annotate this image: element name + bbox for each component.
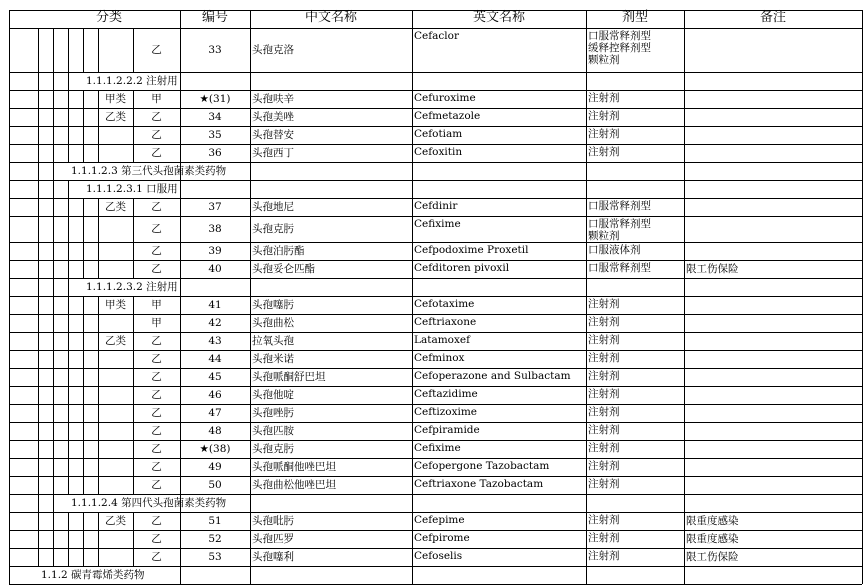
column-divider bbox=[68, 28, 69, 72]
chinese-name: 头孢米诺 bbox=[252, 353, 294, 365]
dosage-form: 注射剂 bbox=[588, 532, 620, 544]
chinese-name: 拉氧头孢 bbox=[252, 335, 294, 347]
grade-label: 乙 bbox=[151, 111, 162, 123]
drug-code: 51 bbox=[208, 515, 222, 527]
column-divider bbox=[68, 260, 69, 278]
english-name: Cefuroxime bbox=[414, 92, 476, 104]
english-name: Cefopergone Tazobactam bbox=[414, 460, 550, 472]
column-divider bbox=[250, 10, 251, 584]
drug-code: ★(31) bbox=[199, 93, 231, 105]
grade-label: 甲 bbox=[151, 299, 162, 311]
english-name: Cefmetazole bbox=[414, 110, 481, 122]
column-divider bbox=[83, 530, 84, 548]
chinese-name: 头孢吡肟 bbox=[252, 515, 294, 527]
chinese-name: 头孢匹胺 bbox=[252, 425, 294, 437]
column-divider bbox=[83, 242, 84, 260]
english-name: Cefpirome bbox=[414, 532, 470, 544]
chinese-name: 头孢克肟 bbox=[252, 223, 294, 235]
grade-label: 乙 bbox=[151, 551, 162, 563]
row-divider bbox=[9, 386, 862, 387]
section-heading: 1.1.2 碳青霉烯类药物 bbox=[41, 569, 145, 581]
column-divider bbox=[83, 476, 84, 494]
row-divider bbox=[9, 476, 862, 477]
dosage-form: 颗粒剂 bbox=[588, 230, 620, 242]
drug-code: 33 bbox=[208, 44, 222, 56]
column-divider bbox=[53, 278, 54, 296]
dosage-form: 口服常释剂型 bbox=[588, 218, 651, 230]
column-divider bbox=[38, 476, 39, 494]
column-divider bbox=[98, 476, 99, 494]
column-divider bbox=[38, 386, 39, 404]
column-divider bbox=[38, 422, 39, 440]
chinese-name: 头孢替安 bbox=[252, 129, 294, 141]
drug-code: 41 bbox=[208, 299, 222, 311]
row-divider bbox=[9, 242, 862, 243]
column-divider bbox=[38, 296, 39, 314]
drug-code: 38 bbox=[208, 223, 222, 235]
grade-label: 甲 bbox=[151, 93, 162, 105]
row-divider bbox=[9, 530, 862, 531]
column-divider bbox=[38, 90, 39, 108]
column-divider bbox=[68, 422, 69, 440]
row-divider bbox=[9, 296, 862, 297]
column-divider bbox=[98, 458, 99, 476]
column-divider bbox=[68, 198, 69, 216]
column-divider bbox=[83, 440, 84, 458]
chinese-name: 头孢西丁 bbox=[252, 147, 294, 159]
row-divider bbox=[9, 72, 862, 73]
column-divider bbox=[83, 216, 84, 242]
column-divider bbox=[38, 144, 39, 162]
column-divider bbox=[98, 126, 99, 144]
drug-code: 40 bbox=[208, 263, 222, 275]
english-name: Cefoselis bbox=[414, 550, 463, 562]
column-divider bbox=[53, 332, 54, 350]
column-divider bbox=[38, 198, 39, 216]
chinese-name: 头孢噻肟 bbox=[252, 299, 294, 311]
column-divider bbox=[38, 278, 39, 296]
column-divider bbox=[83, 90, 84, 108]
column-divider bbox=[83, 108, 84, 126]
column-divider bbox=[412, 10, 413, 584]
column-divider bbox=[68, 108, 69, 126]
column-divider bbox=[68, 440, 69, 458]
column-divider bbox=[68, 476, 69, 494]
english-name: Latamoxef bbox=[414, 334, 471, 346]
dosage-form: 口服常释剂型 bbox=[588, 262, 651, 274]
column-divider bbox=[83, 126, 84, 144]
dosage-form: 注射剂 bbox=[588, 442, 620, 454]
category-class: 乙类 bbox=[105, 335, 126, 347]
drug-code: ★(38) bbox=[199, 443, 231, 455]
column-divider bbox=[98, 386, 99, 404]
row-divider bbox=[9, 108, 862, 109]
category-class: 乙类 bbox=[105, 201, 126, 213]
column-divider bbox=[83, 350, 84, 368]
dosage-form: 注射剂 bbox=[588, 334, 620, 346]
header-code: 编号 bbox=[201, 10, 228, 25]
column-divider bbox=[68, 458, 69, 476]
dosage-form: 注射剂 bbox=[588, 92, 620, 104]
column-divider bbox=[68, 296, 69, 314]
column-divider bbox=[53, 260, 54, 278]
column-divider bbox=[38, 368, 39, 386]
dosage-form: 口服液体剂 bbox=[588, 244, 641, 256]
drug-code: 39 bbox=[208, 245, 222, 257]
column-divider bbox=[38, 314, 39, 332]
grade-label: 乙 bbox=[151, 479, 162, 491]
grade-label: 乙 bbox=[151, 425, 162, 437]
row-divider bbox=[9, 162, 862, 163]
column-divider bbox=[83, 332, 84, 350]
drug-code: 48 bbox=[208, 425, 222, 437]
column-divider bbox=[38, 332, 39, 350]
english-name: Cefdinir bbox=[414, 200, 458, 212]
column-divider bbox=[68, 368, 69, 386]
english-name: Ceftriaxone Tazobactam bbox=[414, 478, 544, 490]
dosage-form: 注射剂 bbox=[588, 110, 620, 122]
column-divider bbox=[68, 126, 69, 144]
column-divider bbox=[38, 458, 39, 476]
english-name: Cefoxitin bbox=[414, 146, 463, 158]
column-divider bbox=[38, 350, 39, 368]
dosage-form: 注射剂 bbox=[588, 298, 620, 310]
row-divider bbox=[9, 332, 862, 333]
header-dosage-form: 剂型 bbox=[621, 10, 648, 25]
grade-label: 乙 bbox=[151, 44, 162, 56]
row-divider bbox=[9, 198, 862, 199]
column-divider bbox=[98, 422, 99, 440]
row-divider bbox=[9, 440, 862, 441]
column-divider bbox=[53, 126, 54, 144]
column-divider bbox=[38, 216, 39, 242]
column-divider bbox=[83, 28, 84, 72]
section-heading: 1.1.1.2.3.1 口服用 bbox=[86, 183, 178, 195]
dosage-form: 注射剂 bbox=[588, 514, 620, 526]
drug-code: 50 bbox=[208, 479, 222, 491]
column-divider bbox=[53, 548, 54, 566]
column-divider bbox=[68, 72, 69, 90]
dosage-form: 注射剂 bbox=[588, 460, 620, 472]
row-divider bbox=[9, 180, 862, 181]
chinese-name: 头孢呋辛 bbox=[252, 93, 294, 105]
dosage-form: 注射剂 bbox=[588, 146, 620, 158]
chinese-name: 头孢克肟 bbox=[252, 443, 294, 455]
english-name: Cefepime bbox=[414, 514, 465, 526]
column-divider bbox=[83, 314, 84, 332]
chinese-name: 头孢匹罗 bbox=[252, 533, 294, 545]
grade-label: 乙 bbox=[151, 461, 162, 473]
column-divider bbox=[83, 458, 84, 476]
column-divider bbox=[83, 512, 84, 530]
section-heading: 1.1.1.2.4 第四代头孢菌素类药物 bbox=[71, 497, 227, 509]
column-divider bbox=[68, 530, 69, 548]
column-divider bbox=[98, 368, 99, 386]
column-divider bbox=[98, 28, 99, 72]
column-divider bbox=[38, 494, 39, 512]
column-divider bbox=[38, 242, 39, 260]
drug-code: 53 bbox=[208, 551, 222, 563]
column-divider bbox=[53, 90, 54, 108]
chinese-name: 头孢他啶 bbox=[252, 389, 294, 401]
dosage-form: 注射剂 bbox=[588, 478, 620, 490]
column-divider bbox=[53, 476, 54, 494]
chinese-name: 头孢曲松 bbox=[252, 317, 294, 329]
english-name: Cefpiramide bbox=[414, 424, 480, 436]
column-divider bbox=[38, 404, 39, 422]
column-divider bbox=[98, 314, 99, 332]
column-divider bbox=[38, 512, 39, 530]
grade-label: 乙 bbox=[151, 147, 162, 159]
chinese-name: 头孢曲松他唑巴坦 bbox=[252, 479, 336, 491]
column-divider bbox=[68, 404, 69, 422]
column-divider bbox=[53, 404, 54, 422]
column-divider bbox=[98, 260, 99, 278]
grade-label: 乙 bbox=[151, 245, 162, 257]
english-name: Ceftizoxime bbox=[414, 406, 478, 418]
column-divider bbox=[586, 10, 587, 584]
drug-code: 49 bbox=[208, 461, 222, 473]
dosage-form: 缓释控释剂型 bbox=[588, 42, 651, 54]
chinese-name: 头孢克洛 bbox=[252, 44, 294, 56]
column-divider bbox=[38, 180, 39, 198]
header-english-name: 英文名称 bbox=[472, 10, 525, 25]
grade-label: 乙 bbox=[151, 201, 162, 213]
row-divider bbox=[9, 494, 862, 495]
chinese-name: 头孢唑肟 bbox=[252, 407, 294, 419]
column-divider bbox=[68, 548, 69, 566]
row-divider bbox=[9, 28, 862, 29]
english-name: Cefaclor bbox=[414, 30, 459, 42]
column-divider bbox=[98, 548, 99, 566]
remark-note: 限重度感染 bbox=[686, 515, 739, 527]
drug-code: 43 bbox=[208, 335, 222, 347]
column-divider bbox=[83, 198, 84, 216]
grade-label: 乙 bbox=[151, 371, 162, 383]
grade-label: 乙 bbox=[151, 263, 162, 275]
english-name: Cefpodoxime Proxetil bbox=[414, 244, 529, 256]
dosage-form: 注射剂 bbox=[588, 128, 620, 140]
drug-code: 46 bbox=[208, 389, 222, 401]
chinese-name: 头孢美唑 bbox=[252, 111, 294, 123]
column-divider bbox=[53, 296, 54, 314]
column-divider bbox=[68, 314, 69, 332]
column-divider bbox=[53, 162, 54, 180]
drug-code: 35 bbox=[208, 129, 222, 141]
header-category: 分类 bbox=[95, 10, 122, 25]
column-divider bbox=[98, 242, 99, 260]
remark-note: 限工伤保险 bbox=[686, 551, 739, 563]
column-divider bbox=[38, 108, 39, 126]
chinese-name: 头孢噻利 bbox=[252, 551, 294, 563]
grade-label: 乙 bbox=[151, 533, 162, 545]
english-name: Ceftriaxone bbox=[414, 316, 477, 328]
drug-code: 37 bbox=[208, 201, 222, 213]
chinese-name: 头孢哌酮他唑巴坦 bbox=[252, 461, 336, 473]
grade-label: 乙 bbox=[151, 407, 162, 419]
drug-code: 52 bbox=[208, 533, 222, 545]
column-divider bbox=[38, 530, 39, 548]
drug-code: 45 bbox=[208, 371, 222, 383]
chinese-name: 头孢地尼 bbox=[252, 201, 294, 213]
column-divider bbox=[53, 28, 54, 72]
english-name: Cefotiam bbox=[414, 128, 463, 140]
chinese-name: 头孢泊肟酯 bbox=[252, 245, 305, 257]
column-divider bbox=[83, 386, 84, 404]
column-divider bbox=[83, 144, 84, 162]
row-divider bbox=[9, 216, 862, 217]
header-remark: 备注 bbox=[759, 10, 786, 25]
column-divider bbox=[53, 72, 54, 90]
column-divider bbox=[68, 350, 69, 368]
grade-label: 乙 bbox=[151, 335, 162, 347]
english-name: Cefotaxime bbox=[414, 298, 475, 310]
chinese-name: 头孢哌酮舒巴坦 bbox=[252, 371, 326, 383]
column-divider bbox=[98, 440, 99, 458]
remark-note: 限工伤保险 bbox=[686, 263, 739, 275]
row-divider bbox=[9, 368, 862, 369]
column-divider bbox=[98, 350, 99, 368]
dosage-form: 注射剂 bbox=[588, 352, 620, 364]
column-divider bbox=[38, 440, 39, 458]
dosage-form: 注射剂 bbox=[588, 406, 620, 418]
english-name: Cefoperazone and Sulbactam bbox=[414, 370, 571, 382]
drug-code: 47 bbox=[208, 407, 222, 419]
column-divider bbox=[98, 216, 99, 242]
column-divider bbox=[53, 386, 54, 404]
row-divider bbox=[9, 422, 862, 423]
english-name: Cefditoren pivoxil bbox=[414, 262, 510, 274]
column-divider bbox=[9, 10, 10, 584]
column-divider bbox=[53, 216, 54, 242]
row-divider bbox=[9, 126, 862, 127]
category-class: 甲类 bbox=[105, 299, 126, 311]
column-divider bbox=[38, 126, 39, 144]
row-divider bbox=[9, 314, 862, 315]
column-divider bbox=[68, 386, 69, 404]
column-divider bbox=[53, 422, 54, 440]
column-divider bbox=[83, 368, 84, 386]
column-divider bbox=[53, 198, 54, 216]
column-divider bbox=[38, 72, 39, 90]
grade-label: 甲 bbox=[151, 317, 162, 329]
row-divider bbox=[9, 404, 862, 405]
column-divider bbox=[53, 440, 54, 458]
column-divider bbox=[862, 10, 863, 584]
column-divider bbox=[53, 350, 54, 368]
english-name: Cefminox bbox=[414, 352, 465, 364]
row-divider bbox=[9, 350, 862, 351]
column-divider bbox=[83, 296, 84, 314]
chinese-name: 头孢妥仑匹酯 bbox=[252, 263, 315, 275]
column-divider bbox=[68, 216, 69, 242]
row-divider bbox=[9, 512, 862, 513]
drug-code: 34 bbox=[208, 111, 222, 123]
column-divider bbox=[53, 530, 54, 548]
column-divider bbox=[68, 332, 69, 350]
column-divider bbox=[38, 28, 39, 72]
dosage-form: 颗粒剂 bbox=[588, 54, 620, 66]
english-name: Cefixime bbox=[414, 442, 461, 454]
drug-code: 36 bbox=[208, 147, 222, 159]
grade-label: 乙 bbox=[151, 223, 162, 235]
column-divider bbox=[53, 180, 54, 198]
column-divider bbox=[38, 162, 39, 180]
column-divider bbox=[68, 144, 69, 162]
column-divider bbox=[68, 242, 69, 260]
column-divider bbox=[68, 512, 69, 530]
column-divider bbox=[38, 260, 39, 278]
english-name: Ceftazidime bbox=[414, 388, 478, 400]
dosage-form: 口服常释剂型 bbox=[588, 200, 651, 212]
column-divider bbox=[38, 548, 39, 566]
row-divider bbox=[9, 10, 862, 11]
column-divider bbox=[684, 10, 685, 584]
section-heading: 1.1.1.2.3 第三代头孢菌素类药物 bbox=[71, 165, 227, 177]
row-divider bbox=[9, 144, 862, 145]
section-heading: 1.1.1.2.3.2 注射用 bbox=[86, 281, 178, 293]
column-divider bbox=[83, 548, 84, 566]
column-divider bbox=[53, 144, 54, 162]
column-divider bbox=[53, 458, 54, 476]
row-divider bbox=[9, 278, 862, 279]
row-divider bbox=[9, 458, 862, 459]
row-divider bbox=[9, 566, 862, 567]
column-divider bbox=[53, 108, 54, 126]
column-divider bbox=[68, 278, 69, 296]
dosage-form: 注射剂 bbox=[588, 550, 620, 562]
row-divider bbox=[9, 90, 862, 91]
row-divider bbox=[9, 548, 862, 549]
dosage-form: 注射剂 bbox=[588, 316, 620, 328]
grade-label: 乙 bbox=[151, 353, 162, 365]
column-divider bbox=[98, 404, 99, 422]
category-class: 乙类 bbox=[105, 111, 126, 123]
section-heading: 1.1.1.2.2.2 注射用 bbox=[86, 75, 178, 87]
column-divider bbox=[53, 494, 54, 512]
column-divider bbox=[83, 260, 84, 278]
category-class: 甲类 bbox=[105, 93, 126, 105]
column-divider bbox=[53, 512, 54, 530]
english-name: Cefixime bbox=[414, 218, 461, 230]
row-divider bbox=[9, 260, 862, 261]
grade-label: 乙 bbox=[151, 515, 162, 527]
column-divider bbox=[53, 242, 54, 260]
column-divider bbox=[98, 530, 99, 548]
column-divider bbox=[83, 404, 84, 422]
category-class: 乙类 bbox=[105, 515, 126, 527]
grade-label: 乙 bbox=[151, 129, 162, 141]
grade-label: 乙 bbox=[151, 443, 162, 455]
column-divider bbox=[68, 90, 69, 108]
remark-note: 限重度感染 bbox=[686, 533, 739, 545]
column-divider bbox=[53, 314, 54, 332]
dosage-form: 口服常释剂型 bbox=[588, 30, 651, 42]
dosage-form: 注射剂 bbox=[588, 388, 620, 400]
dosage-form: 注射剂 bbox=[588, 370, 620, 382]
column-divider bbox=[98, 144, 99, 162]
column-divider bbox=[83, 422, 84, 440]
drug-code: 44 bbox=[208, 353, 222, 365]
header-chinese-name: 中文名称 bbox=[304, 10, 357, 25]
grade-label: 乙 bbox=[151, 389, 162, 401]
column-divider bbox=[68, 180, 69, 198]
dosage-form: 注射剂 bbox=[588, 424, 620, 436]
column-divider bbox=[53, 368, 54, 386]
drug-code: 42 bbox=[208, 317, 222, 329]
